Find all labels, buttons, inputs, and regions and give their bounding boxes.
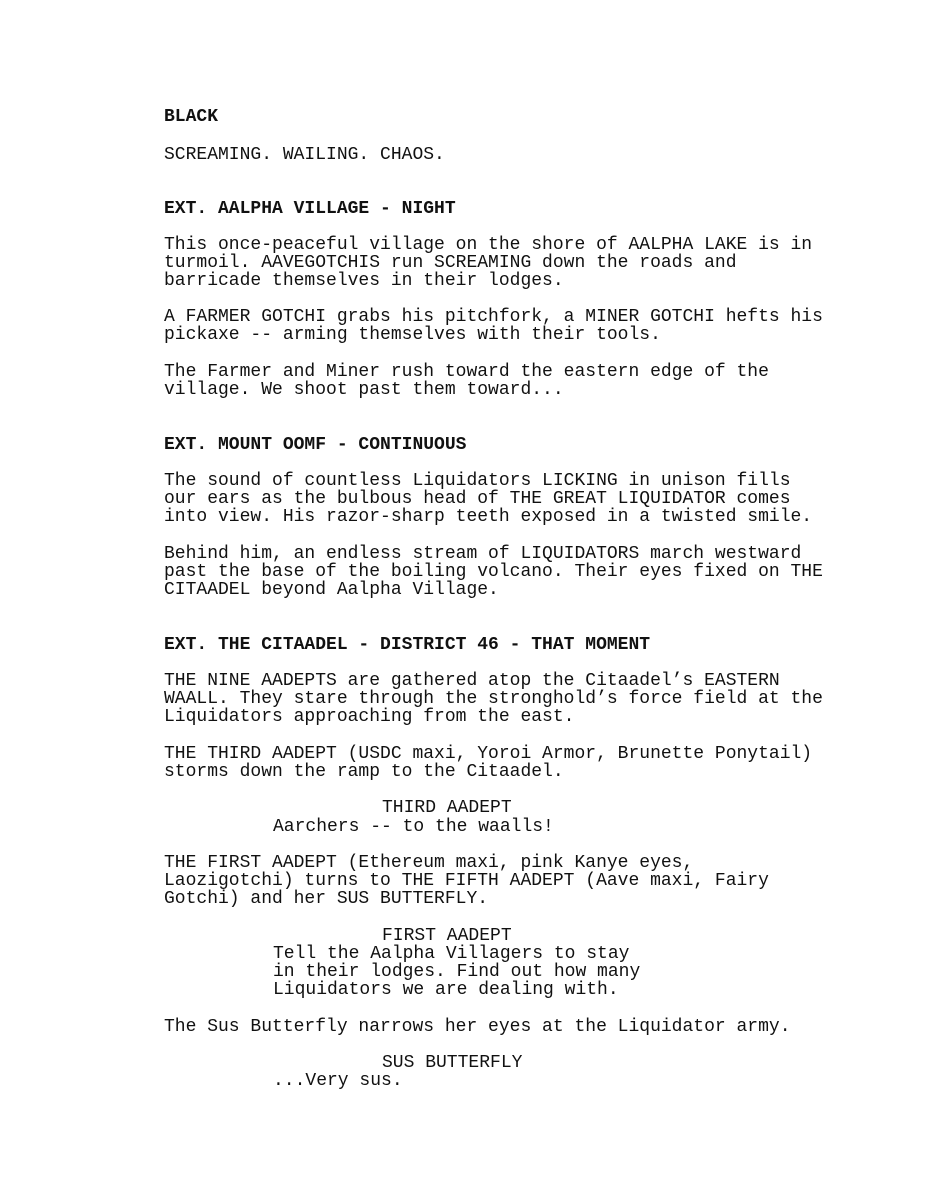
dialogue-line: Liquidators we are dealing with. [273, 980, 619, 1000]
scene-heading-aalpha-village: EXT. AALPHA VILLAGE - NIGHT [164, 199, 456, 219]
action-line: THE THIRD AADEPT (USDC maxi, Yoroi Armor, Brunette Ponytail) [164, 744, 813, 764]
action-line: village. We shoot past them toward... [164, 380, 564, 400]
scene-heading-mount-oomf: EXT. MOUNT OOMF - CONTINUOUS [164, 435, 467, 455]
action-line: Behind him, an endless stream of LIQUIDATORS march westward [164, 544, 802, 564]
dialogue-line: Tell the Aalpha Villagers to stay [273, 944, 630, 964]
character-name-sus-butterfly: SUS BUTTERFLY [382, 1053, 523, 1073]
action-line: WAALL. They stare through the stronghold’s force field at the [164, 689, 823, 709]
action-line: A FARMER GOTCHI grabs his pitchfork, a MINER GOTCHI hefts his [164, 307, 823, 327]
action-line: into view. His razor-sharp teeth exposed in a twisted smile. [164, 507, 813, 527]
scene-heading-citaadel: EXT. THE CITAADEL - DISTRICT 46 - THAT MOMENT [164, 635, 651, 655]
action-line: This once-peaceful village on the shore of AALPHA LAKE is in [164, 235, 813, 255]
character-name-third-aadept: THIRD AADEPT [382, 798, 512, 818]
dialogue-line: in their lodges. Find out how many [273, 962, 641, 982]
action-line: Liquidators approaching from the east. [164, 707, 575, 727]
action-line: Gotchi) and her SUS BUTTERFLY. [164, 889, 489, 909]
dialogue-line: ...Very sus. [273, 1071, 403, 1091]
action-line: past the base of the boiling volcano. Their eyes fixed on THE [164, 562, 823, 582]
action-line: THE FIRST AADEPT (Ethereum maxi, pink Kanye eyes, [164, 853, 694, 873]
action-line: The Farmer and Miner rush toward the eastern edge of the [164, 362, 769, 382]
action-line: storms down the ramp to the Citaadel. [164, 762, 564, 782]
action-line: The Sus Butterfly narrows her eyes at the Liquidator army. [164, 1017, 791, 1037]
character-name-first-aadept: FIRST AADEPT [382, 926, 512, 946]
action-line: SCREAMING. WAILING. CHAOS. [164, 145, 445, 165]
action-line: THE NINE AADEPTS are gathered atop the Citaadel’s EASTERN [164, 671, 780, 691]
action-line: The sound of countless Liquidators LICKING in unison fills [164, 471, 791, 491]
action-line: turmoil. AAVEGOTCHIS run SCREAMING down the roads and [164, 253, 737, 273]
action-line: pickaxe -- arming themselves with their tools. [164, 325, 661, 345]
transition-black: BLACK [164, 107, 219, 127]
dialogue-line: Aarchers -- to the waalls! [273, 817, 554, 837]
action-line: Laozigotchi) turns to THE FIFTH AADEPT (Aave maxi, Fairy [164, 871, 769, 891]
action-line: our ears as the bulbous head of THE GREAT LIQUIDATOR comes [164, 489, 791, 509]
action-line: barricade themselves in their lodges. [164, 271, 564, 291]
action-line: CITAADEL beyond Aalpha Village. [164, 580, 499, 600]
